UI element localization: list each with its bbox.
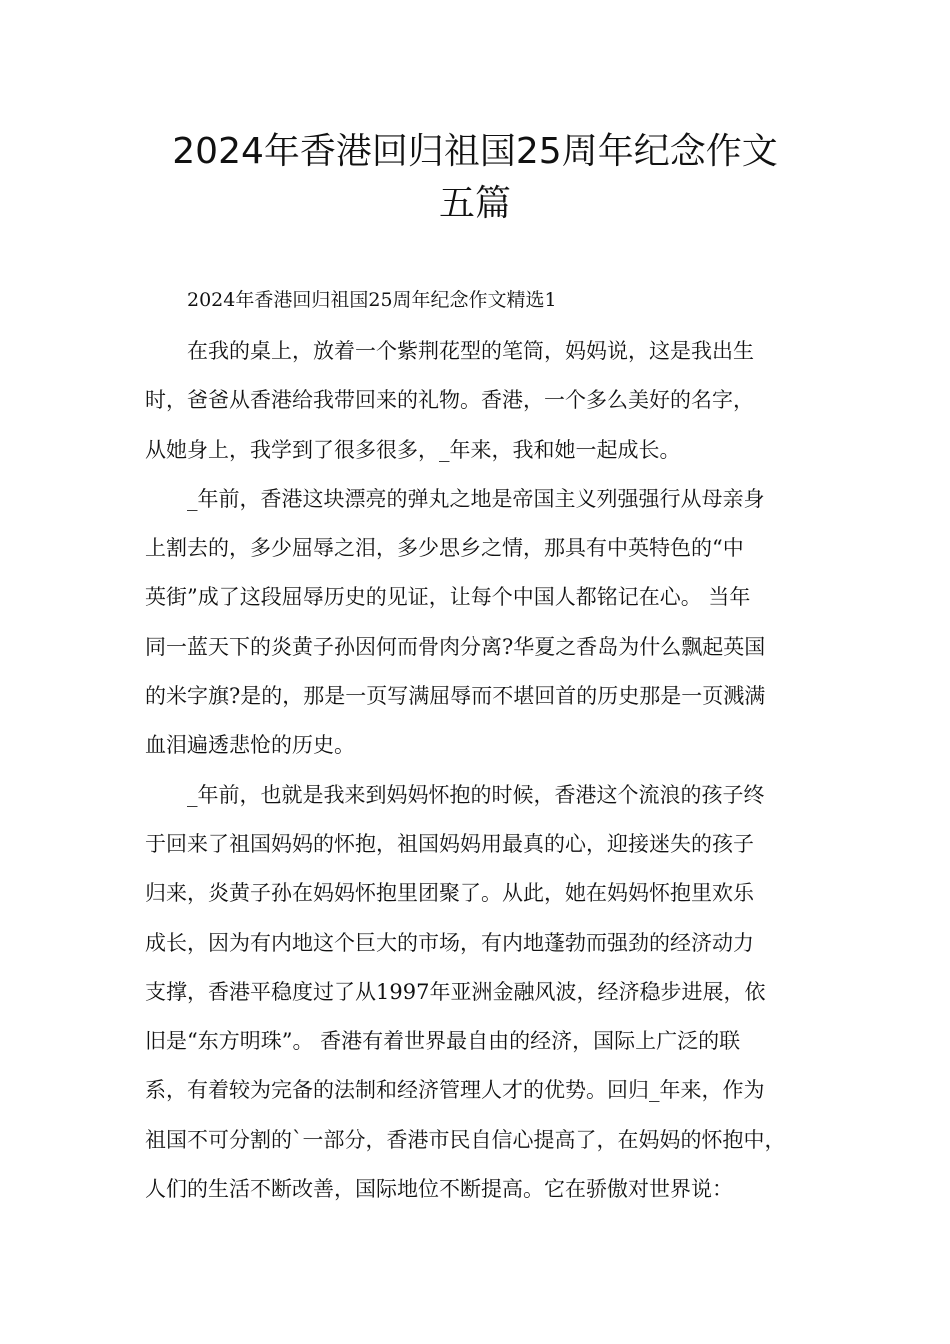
paragraph-line: 人们的生活不断改善，国际地位不断提高。它在骄傲对世界说： [145, 1177, 733, 1202]
paragraph [145, 327, 825, 475]
paragraph-line: 从她身上，我学到了很多很多，_年来，我和她一起成长。 [145, 437, 681, 462]
paragraph [145, 475, 825, 771]
document-title [130, 126, 820, 230]
paragraph-line: 旧是“东方明珠”。 香港有着世界最自由的经济，国际上广泛的联 [145, 1029, 741, 1054]
paragraph-line: 同一蓝天下的炎黄子孙因何而骨肉分离?华夏之香岛为什么飘起英国 [145, 634, 766, 659]
paragraph-line: 在我的桌上，放着一个紫荆花型的笔筒，妈妈说，这是我出生 [187, 339, 754, 363]
paragraph-line: 系，有着较为完备的法制和经济管理人才的优势。回归_年来，作为 [145, 1078, 765, 1103]
paragraph-line: 支撑，香港平稳度过了从1997年亚洲金融风波，经济稳步进展，依 [145, 979, 766, 1004]
section-heading: 2024年香港回归祖国25周年纪念作文精选1 [187, 289, 557, 311]
document-body [145, 327, 825, 1214]
paragraph-line: _年前，香港这块漂亮的弹丸之地是帝国主义列强强行从母亲身 [187, 486, 765, 511]
paragraph-line: _年前，也就是我来到妈妈怀抱的时候，香港这个流浪的孩子终 [187, 782, 765, 807]
paragraph-line: 上割去的，多少屈辱之泪，多少思乡之情，那具有中英特色的“中 [145, 536, 744, 561]
paragraph-line: 英街”成了这段屈辱历史的见证，让每个中国人都铭记在心。 当年 [145, 585, 751, 610]
paragraph-line: 祖国不可分割的`一部分，香港市民自信心提高了，在妈妈的怀抱中， [145, 1127, 786, 1152]
paragraph-line: 时，爸爸从香港给我带回来的礼物。香港，一个多么美好的名字， [145, 388, 754, 413]
title-line-2: 五篇 [438, 183, 511, 224]
paragraph-line: 血泪遍透悲怆的历史。 [145, 733, 355, 758]
paragraph-line: 于回来了祖国妈妈的怀抱，祖国妈妈用最真的心，迎接迷失的孩子 [145, 831, 754, 856]
paragraph-line: 归来，炎黄子孙在妈妈怀抱里团聚了。从此，她在妈妈怀抱里欢乐 [145, 881, 754, 906]
paragraph-line: 成长，因为有内地这个巨大的市场，有内地蓬勃而强劲的经济动力 [145, 930, 754, 955]
title-line-1: 2024年香港回归祖国25周年纪念作文 [172, 131, 778, 172]
paragraph-line: 的米字旗?是的，那是一页写满屈辱而不堪回首的历史那是一页溅满 [145, 684, 766, 709]
paragraph [145, 771, 825, 1215]
